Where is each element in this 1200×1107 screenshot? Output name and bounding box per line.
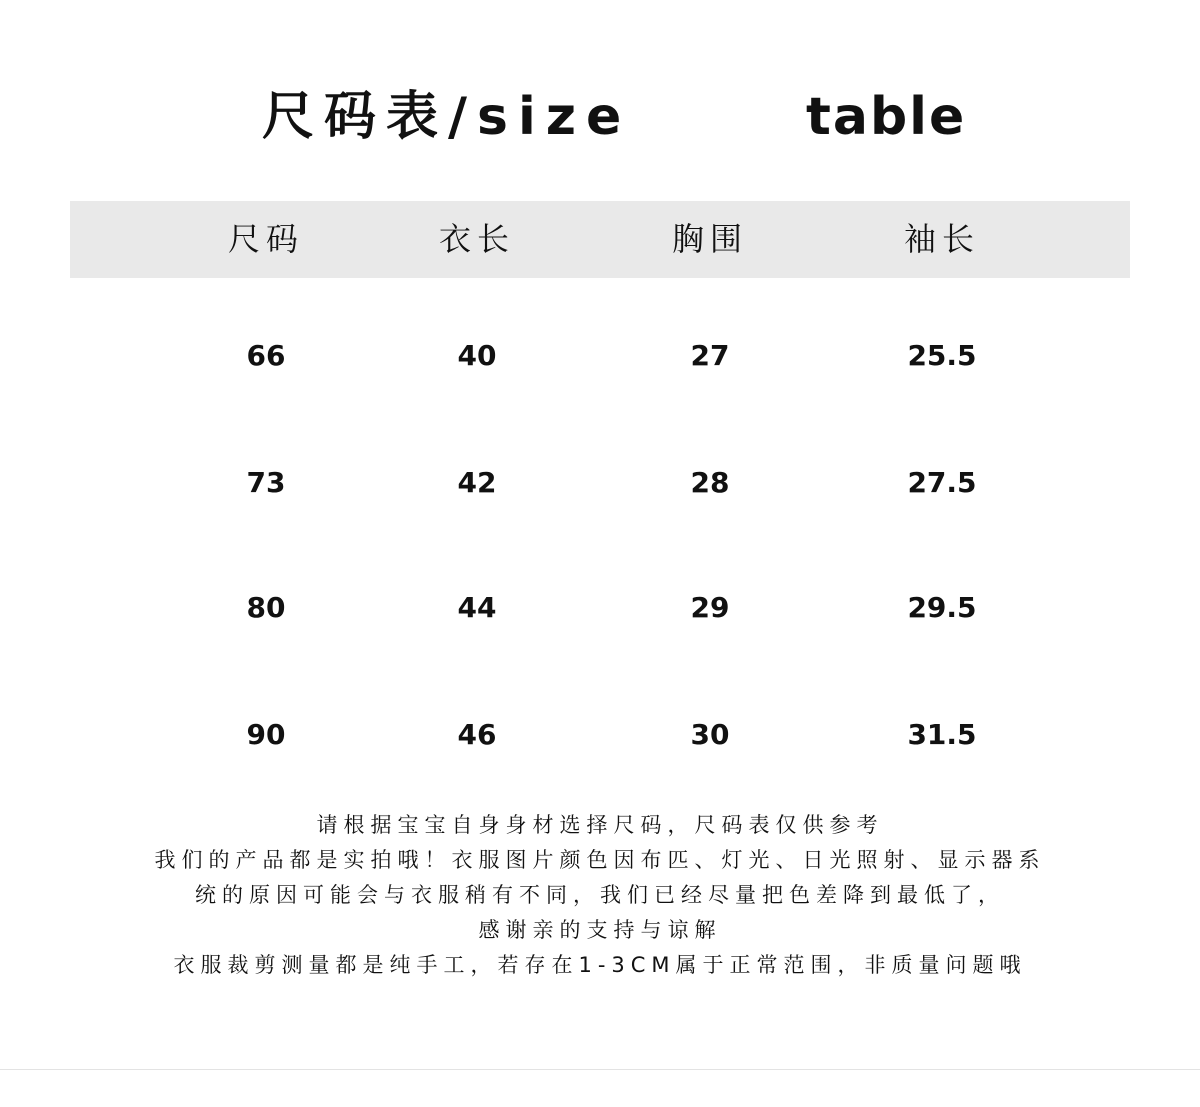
title-sub: table	[806, 87, 967, 147]
bottom-divider	[0, 1069, 1200, 1070]
table-cell: 90	[246, 718, 286, 751]
table-cell: 31.5	[907, 718, 977, 751]
table-cell: 44	[457, 591, 497, 624]
table-cell: 66	[246, 339, 286, 372]
table-cell: 29	[690, 591, 730, 624]
table-cell: 27.5	[907, 466, 977, 499]
table-cell: 73	[246, 466, 286, 499]
title-main: 尺码表/size	[262, 87, 632, 147]
table-cell: 42	[457, 466, 497, 499]
table-cell: 80	[246, 591, 286, 624]
table-cell: 29.5	[907, 591, 977, 624]
table-cell: 27	[690, 339, 730, 372]
note-line: 感谢亲的支持与谅解	[478, 918, 722, 942]
size-table-title	[0, 82, 1200, 152]
table-cell: 25.5	[907, 339, 977, 372]
header-size: 尺码	[227, 220, 304, 258]
header-length: 衣长	[438, 220, 515, 258]
table-cell: 40	[457, 339, 497, 372]
header-sleeve: 袖长	[903, 220, 980, 258]
table-cell: 46	[457, 718, 497, 751]
note-line: 请根据宝宝自身身材选择尺码，尺码表仅供参考	[316, 813, 884, 837]
note-line: 我们的产品都是实拍哦！衣服图片颜色因布匹、灯光、日光照射、显示器系	[154, 848, 1046, 872]
size-notes	[40, 808, 1160, 983]
table-cell: 28	[690, 466, 730, 499]
note-line: 统的原因可能会与衣服稍有不同，我们已经尽量把色差降到最低了，	[195, 883, 1005, 907]
header-chest: 胸围	[671, 220, 748, 258]
table-cell: 30	[690, 718, 730, 751]
note-line: 衣服裁剪测量都是纯手工，若存在1-3CM属于正常范围，非质量问题哦	[173, 953, 1027, 977]
